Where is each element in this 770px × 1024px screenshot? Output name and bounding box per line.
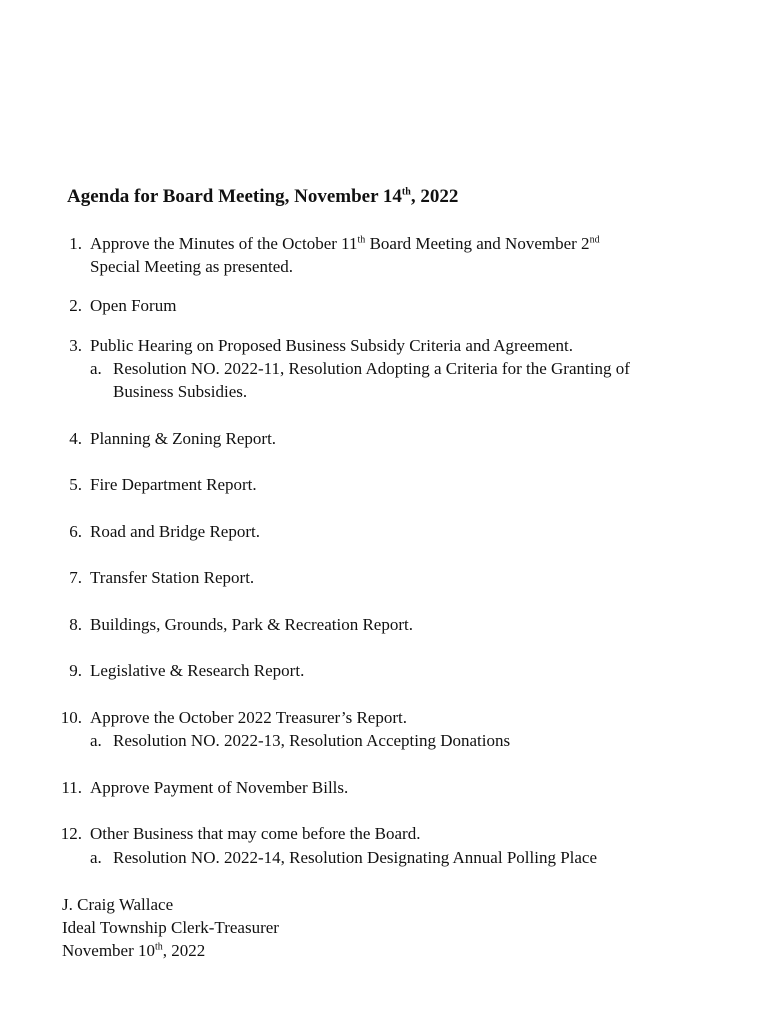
item-text-part: Approve the Minutes of the October 11 bbox=[90, 234, 358, 253]
item-number: 12. bbox=[60, 824, 82, 843]
agenda-item-2 bbox=[0, 294, 770, 317]
item-text: Approve Payment of November Bills. bbox=[90, 778, 349, 797]
agenda-item-5 bbox=[0, 473, 770, 496]
item-number: 3. bbox=[69, 336, 82, 355]
item-text-part: Board Meeting and November 2 bbox=[365, 234, 590, 253]
signature-date-sup: th bbox=[155, 941, 163, 953]
agenda-item-9 bbox=[0, 659, 770, 682]
agenda-item-6 bbox=[0, 520, 770, 543]
item-number: 4. bbox=[69, 429, 82, 448]
title-tail: , 2022 bbox=[410, 186, 459, 207]
page-title bbox=[67, 186, 458, 208]
subitem-text: Resolution NO. 2022-11, Resolution Adopting a Criteria for the Granting of bbox=[113, 359, 630, 378]
agenda-item-4 bbox=[0, 427, 770, 450]
subitem-text: Resolution NO. 2022-14, Resolution Designating Annual Polling Place bbox=[113, 848, 598, 867]
item-text: Road and Bridge Report. bbox=[90, 522, 260, 541]
agenda-item-7 bbox=[0, 566, 770, 589]
item-sup: nd bbox=[589, 234, 600, 246]
item-text: Buildings, Grounds, Park & Recreation Report. bbox=[90, 615, 413, 634]
subitem-text: Resolution NO. 2022-13, Resolution Accepting Donations bbox=[113, 731, 511, 750]
item-number: 8. bbox=[69, 615, 82, 634]
agenda-item-8 bbox=[0, 613, 770, 636]
item-text: Planning & Zoning Report. bbox=[90, 429, 277, 448]
item-text-continued: Special Meeting as presented. bbox=[90, 257, 293, 276]
item-text: Public Hearing on Proposed Business Subsidy Criteria and Agreement. bbox=[90, 336, 574, 355]
item-text: Fire Department Report. bbox=[90, 475, 257, 494]
item-number: 10. bbox=[60, 708, 82, 727]
item-sup: th bbox=[357, 234, 366, 246]
item-number: 1. bbox=[69, 234, 82, 253]
agenda-subitem-10a bbox=[0, 729, 770, 752]
subitem-letter: a. bbox=[90, 848, 102, 867]
item-number: 2. bbox=[69, 296, 82, 315]
signature-date-tail: , 2022 bbox=[162, 941, 206, 960]
subitem-text-continued: Business Subsidies. bbox=[113, 382, 248, 401]
subitem-letter: a. bbox=[90, 731, 102, 750]
title-sup: th bbox=[401, 186, 411, 198]
signature-role: Ideal Township Clerk-Treasurer bbox=[62, 918, 279, 937]
item-number: 9. bbox=[69, 661, 82, 680]
title-text: Agenda for Board Meeting, November 14 bbox=[67, 186, 402, 207]
signature-date-text: November 10 bbox=[62, 941, 156, 960]
item-number: 6. bbox=[69, 522, 82, 541]
item-text: Approve the October 2022 Treasurer’s Report. bbox=[90, 708, 407, 727]
item-number: 7. bbox=[69, 568, 82, 587]
agenda-item-10 bbox=[0, 706, 770, 729]
agenda-item-1 bbox=[0, 232, 770, 276]
signature-date bbox=[62, 939, 205, 962]
signature-name: J. Craig Wallace bbox=[62, 895, 174, 914]
item-text: Transfer Station Report. bbox=[90, 568, 255, 587]
item-text bbox=[90, 232, 600, 255]
agenda-item-12 bbox=[0, 822, 770, 845]
agenda-subitem-12a bbox=[0, 846, 770, 869]
item-number: 11. bbox=[61, 778, 82, 797]
subitem-letter: a. bbox=[90, 359, 102, 378]
agenda-item-3 bbox=[0, 334, 770, 357]
agenda-subitem-3a bbox=[0, 357, 770, 401]
item-text: Legislative & Research Report. bbox=[90, 661, 305, 680]
agenda-item-11 bbox=[0, 776, 770, 799]
item-number: 5. bbox=[69, 475, 82, 494]
item-text: Other Business that may come before the Board. bbox=[90, 824, 421, 843]
item-text: Open Forum bbox=[90, 296, 177, 315]
